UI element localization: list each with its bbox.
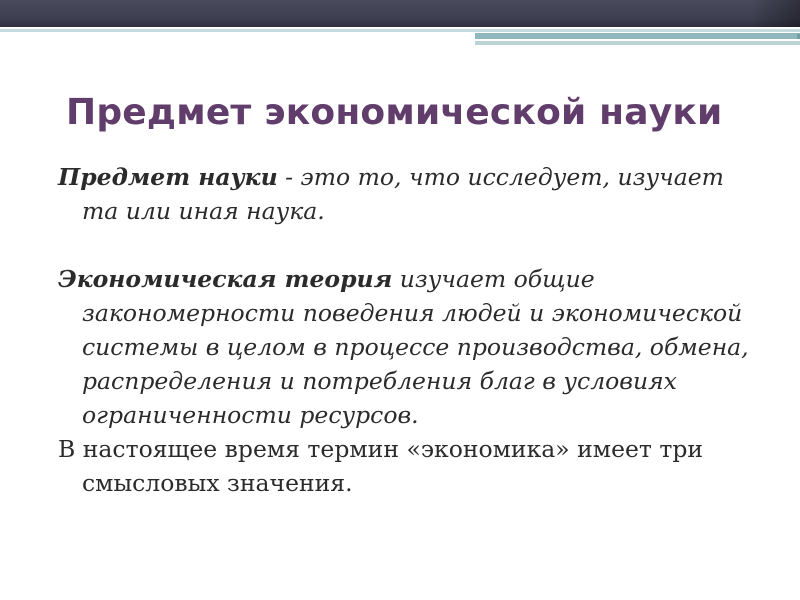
decorative-stripe-top: [0, 29, 800, 32]
decorative-stripe-light: [475, 41, 800, 45]
definition-text: - это то, что исследует, изучает та или иная наука.: [82, 163, 724, 225]
economic-theory-text: изучает общие закономерности поведения людей и экономической системы в целом в процессе производства, обмена, распределения и потребления благ в условиях ограниченности ресурсов.: [82, 265, 749, 429]
decorative-stripe-accent: [475, 33, 800, 39]
economics-meanings-paragraph: В настоящее время термин «экономика» имеет три смысловых значения.: [58, 435, 704, 497]
definition-term: Предмет науки: [58, 163, 278, 191]
definition-paragraph: [58, 160, 758, 228]
economic-theory-paragraph: [58, 262, 758, 432]
slide-title: Предмет экономической науки: [66, 92, 723, 133]
economic-theory-term: Экономическая теория: [58, 265, 393, 293]
top-banner: [0, 0, 800, 27]
top-banner-shade: [750, 0, 800, 27]
slide-body: [58, 160, 758, 500]
